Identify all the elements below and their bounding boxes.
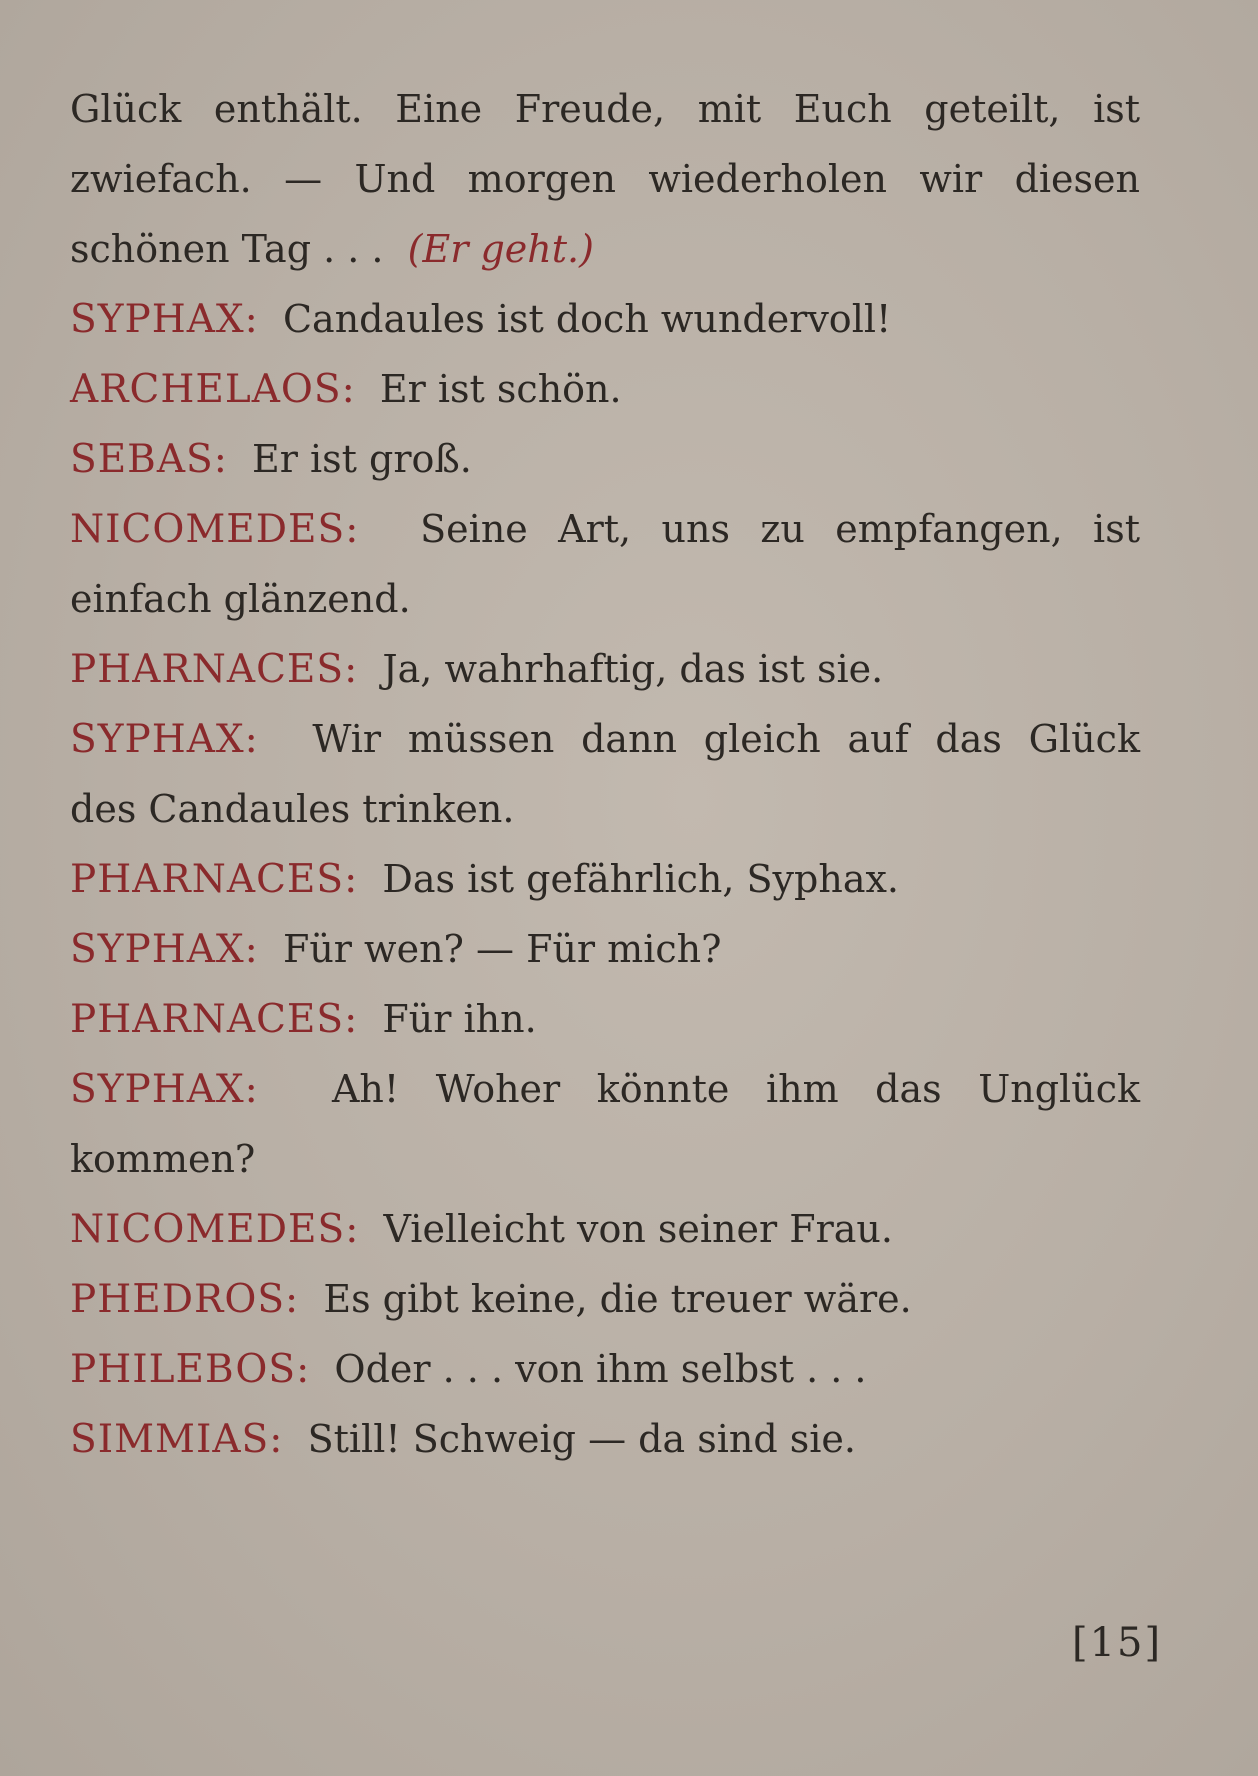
speaker-name: NICOMEDES: (70, 507, 360, 552)
line-text: einfach glänzend. (70, 577, 411, 621)
line-text: schönen Tag . . . (70, 227, 384, 271)
speaker-name: PHARNACES: (70, 647, 359, 692)
dialogue-line (70, 844, 1140, 914)
speaker-name: SYPHAX: (70, 927, 259, 972)
line-text: Ja, wahrhaftig, das ist sie. (382, 647, 884, 691)
dialogue-line (70, 494, 1140, 564)
stage-direction: (Er geht.) (407, 227, 594, 271)
speaker-name: SYPHAX: (70, 717, 259, 762)
speaker-name: PHEDROS: (70, 1277, 300, 1322)
line-text: Glück enthält. Eine Freude, mit Euch geteilt, ist (70, 87, 1140, 131)
speaker-name: ARCHELAOS: (70, 367, 356, 412)
dialogue-line (70, 1054, 1140, 1124)
speaker-name: SYPHAX: (70, 297, 259, 342)
line-text: des Candaules trinken. (70, 787, 515, 831)
line-text: Ah! Woher könnte ihm das Unglück (331, 1067, 1140, 1111)
speaker-name: SIMMIAS: (70, 1417, 284, 1462)
speaker-name: SYPHAX: (70, 1067, 259, 1112)
speaker-name: PHARNACES: (70, 857, 359, 902)
dialogue-line (70, 284, 1140, 354)
line-text: Er ist schön. (379, 367, 622, 411)
line-text: kommen? (70, 1137, 256, 1181)
dialogue-line (70, 1404, 1140, 1474)
speaker-name: NICOMEDES: (70, 1207, 360, 1252)
dialogue-line (70, 704, 1140, 774)
dialogue-line (70, 634, 1140, 704)
line-text: Er ist groß. (252, 437, 472, 481)
dialogue-line (70, 1264, 1140, 1334)
text-line (70, 1124, 1140, 1194)
line-text: Seine Art, uns zu empfangen, ist (420, 507, 1140, 551)
text-line (70, 774, 1140, 844)
line-text: Still! Schweig — da sind sie. (307, 1417, 856, 1461)
line-text: zwiefach. — Und morgen wiederholen wir diesen (70, 157, 1140, 201)
text-line (70, 74, 1140, 144)
dialogue-line (70, 354, 1140, 424)
line-text: Das ist gefährlich, Syphax. (382, 857, 899, 901)
dialogue-line (70, 914, 1140, 984)
speaker-name: SEBAS: (70, 437, 228, 482)
line-text: Es gibt keine, die treuer wäre. (323, 1277, 912, 1321)
line-text: Oder . . . von ihm selbst . . . (334, 1347, 867, 1391)
speaker-name: PHILEBOS: (70, 1347, 311, 1392)
dialogue-line (70, 1334, 1140, 1404)
text-line (70, 144, 1140, 214)
dialogue-line (70, 424, 1140, 494)
text-line (70, 564, 1140, 634)
page-number: [15] (1072, 1620, 1163, 1666)
line-text: Für ihn. (382, 997, 537, 1041)
line-text: Wir müssen dann gleich auf das Glück (312, 717, 1140, 761)
dialogue-line (70, 1194, 1140, 1264)
text-line (70, 214, 1140, 284)
dialogue-line (70, 984, 1140, 1054)
line-text: Candaules ist doch wundervoll! (282, 297, 892, 341)
speaker-name: PHARNACES: (70, 997, 359, 1042)
dialogue-text (70, 74, 1140, 1474)
line-text: Vielleicht von seiner Frau. (383, 1207, 893, 1251)
line-text: Für wen? — Für mich? (282, 927, 722, 971)
